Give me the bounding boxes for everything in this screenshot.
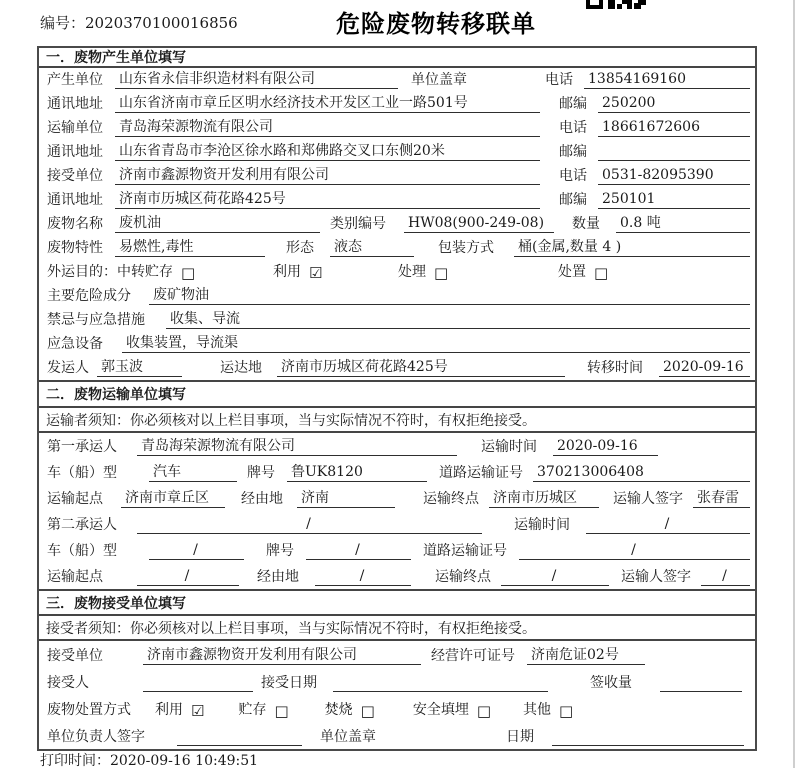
row-receiver-person: [39, 668, 755, 695]
receiver-person-label: 接受人: [47, 675, 89, 691]
print-time: [40, 750, 258, 768]
checkbox-unchecked-icon: □: [476, 702, 492, 720]
purpose-option-treat: 处理 □: [398, 264, 449, 282]
disposal-option-storage: 贮存 □: [238, 702, 289, 720]
plate-label: 牌号: [247, 465, 275, 481]
row-waste-name: [39, 212, 755, 236]
transport-zip-value: [598, 143, 750, 161]
receiver-address-value: 济南市历城区荷花路425号: [115, 191, 540, 209]
equipment-label: 应急设备: [47, 336, 103, 352]
row-emergency-equipment: [39, 332, 755, 356]
row-receiver-address: [39, 188, 755, 212]
receiving-unit-label: 接受单位: [47, 648, 103, 664]
vehicle-type-label: 车（船）型: [47, 543, 117, 559]
phone-label: 电话: [559, 168, 587, 184]
unit-seal-label: 单位盖章: [320, 729, 376, 745]
date-label: 日期: [506, 729, 534, 745]
disposal-option-incinerate: 焚烧 □: [324, 702, 375, 720]
shipper-value: 郭玉波: [97, 359, 182, 377]
origin-label: 运输起点: [47, 569, 103, 585]
row-transport-address: [39, 140, 755, 164]
row-first-carrier: [39, 433, 755, 459]
purpose-label: 外运目的：: [47, 264, 117, 280]
manifest-form: [37, 46, 757, 751]
receiver-zip-value: 250101: [598, 191, 750, 209]
address-label: 通讯地址: [47, 192, 103, 208]
unit-seal-label: 单位盖章: [411, 72, 467, 88]
doc-number-value: 2020370100016856: [85, 14, 238, 32]
plate-2-value: /: [306, 542, 411, 560]
waste-character-label: 废物特性: [47, 240, 103, 256]
road-permit-label: 道路运输证号: [423, 543, 507, 559]
producer-unit-value: 山东省永信非织造材料有限公司: [115, 71, 398, 89]
row-manager-sign: [39, 722, 755, 749]
row-route-1: [39, 485, 755, 511]
page-edge-line: [793, 0, 795, 768]
quantity-value: 0.8 吨: [616, 215, 750, 233]
row-vehicle-1: [39, 459, 755, 485]
manager-sign-value: [177, 728, 302, 746]
via-value: 济南: [297, 490, 395, 508]
section-receiver-title: 三．废物接受单位填写: [39, 591, 755, 616]
vehicle-type-2-value: /: [149, 542, 244, 560]
carrier-sign-label: 运输人签字: [613, 491, 683, 507]
row-route-2: [39, 563, 755, 589]
vehicle-type-label: 车（船）型: [47, 465, 117, 481]
checkbox-unchecked-icon: □: [274, 702, 289, 720]
row-hazard-component: [39, 284, 755, 308]
license-label: 经营许可证号: [431, 648, 515, 664]
date-value: [552, 728, 744, 746]
equipment-value: 收集装置，导流渠: [122, 335, 750, 353]
disposal-option-utilize: 利用 ☑: [155, 702, 205, 720]
destination-value: 济南市历城区荷花路425号: [277, 359, 565, 377]
doc-number: [40, 12, 238, 33]
zip-label: 邮编: [559, 96, 587, 112]
carrier-sign-value: 张春雷: [693, 490, 750, 508]
packing-label: 包装方式: [438, 240, 494, 256]
receive-date-value: [333, 674, 548, 692]
checkbox-unchecked-icon: □: [559, 702, 574, 720]
receive-date-label: 接受日期: [261, 675, 317, 691]
received-amount-label: 签收量: [590, 675, 632, 691]
via-2-value: /: [315, 568, 411, 586]
transport-time-label: 运输时间: [514, 517, 570, 533]
plate-value: 鲁UK8120: [287, 464, 427, 482]
row-receiver-unit: [39, 164, 755, 188]
origin-label: 运输起点: [47, 491, 103, 507]
first-carrier-value: 青岛海荣源物流有限公司: [137, 438, 457, 456]
row-waste-character: [39, 236, 755, 260]
category-value: HW08(900-249-08): [404, 215, 554, 233]
checkbox-unchecked-icon: □: [594, 264, 609, 282]
via-label: 经由地: [241, 491, 283, 507]
producer-phone-value: 13854169160: [584, 71, 750, 89]
zip-label: 邮编: [559, 192, 587, 208]
transport-time-2-value: /: [586, 516, 750, 534]
transport-time-value: 2020-09-16: [553, 438, 658, 456]
disposal-option-other: 其他 □: [523, 702, 574, 720]
zip-label: 邮编: [559, 144, 587, 160]
row-taboo-measures: [39, 308, 755, 332]
transfer-time-value: 2020-09-16: [659, 359, 750, 377]
row-disposal-method: [39, 695, 755, 722]
section-receiver: [39, 589, 755, 749]
road-permit-2-value: /: [519, 542, 750, 560]
packing-value: 桶(金属,数量 4 ): [514, 239, 750, 257]
row-shipper: [39, 356, 755, 380]
via-label: 经由地: [257, 569, 299, 585]
transport-address-value: 山东省青岛市李沧区徐水路和郑佛路交叉口东侧20米: [115, 143, 540, 161]
row-transfer-purpose: [39, 260, 755, 284]
end-value: 济南市历城区: [489, 490, 599, 508]
receiver-notice: 接受者须知：你必须核对以上栏目事项，当与实际情况不符时，有权拒绝接受。: [39, 616, 755, 641]
transport-unit-value: 青岛海荣源物流有限公司: [115, 119, 540, 137]
producer-unit-label: 产生单位: [47, 72, 103, 88]
end-2-value: /: [501, 568, 609, 586]
receiver-unit-label: 接受单位: [47, 168, 103, 184]
waste-name-label: 废物名称: [47, 216, 103, 232]
carrier-sign-label: 运输人签字: [621, 569, 691, 585]
end-label: 运输终点: [435, 569, 491, 585]
purpose-option-dispose: 处置 □: [558, 264, 609, 282]
row-producer-address: [39, 92, 755, 116]
receiver-unit-value: 济南市鑫源物资开发利用有限公司: [115, 167, 540, 185]
transfer-time-label: 转移时间: [587, 360, 643, 376]
transport-unit-label: 运输单位: [47, 120, 103, 136]
producer-address-value: 山东省济南市章丘区明水经济技术开发区工业一路501号: [115, 95, 540, 113]
checkbox-unchecked-icon: □: [360, 702, 375, 720]
vehicle-type-value: 汽车: [149, 464, 237, 482]
road-permit-label: 道路运输证号: [439, 465, 523, 481]
first-carrier-label: 第一承运人: [47, 439, 117, 455]
receiver-phone-value: 0531-82095390: [598, 167, 750, 185]
producer-zip-value: 250200: [598, 95, 750, 113]
receiver-person-value: [143, 674, 253, 692]
second-carrier-label: 第二承运人: [47, 517, 117, 533]
end-label: 运输终点: [423, 491, 479, 507]
receiving-unit-value: 济南市鑫源物资开发利用有限公司: [143, 647, 421, 665]
print-time-value: 2020-09-16 10:49:51: [110, 753, 259, 768]
print-time-label: 打印时间：: [40, 753, 110, 768]
transport-phone-value: 18661672606: [598, 119, 750, 137]
checkbox-unchecked-icon: □: [434, 264, 449, 282]
license-value: 济南危证02号: [527, 647, 645, 665]
disposal-option-landfill: 安全填埋 □: [412, 702, 492, 720]
origin-2-value: /: [137, 568, 239, 586]
page-title: 危险废物转移联单: [336, 10, 536, 38]
checkbox-checked-icon: ☑: [191, 702, 205, 720]
row-second-carrier: [39, 511, 755, 537]
shipper-label: 发运人: [47, 360, 89, 376]
address-label: 通讯地址: [47, 144, 103, 160]
origin-value: 济南市章丘区: [121, 490, 225, 508]
doc-number-label: 编号：: [40, 14, 86, 32]
waste-name-value: 废机油: [115, 215, 320, 233]
form-label: 形态: [286, 240, 314, 256]
received-amount-value: [660, 674, 742, 692]
qr-code-fragment: [586, 0, 646, 9]
row-transport-unit: [39, 116, 755, 140]
phone-label: 电话: [545, 72, 573, 88]
hazard-label: 主要危险成分: [47, 288, 131, 304]
destination-label: 运达地: [220, 360, 262, 376]
road-permit-value: 370213006408: [533, 464, 750, 482]
section-producer-title: 一．废物产生单位填写: [39, 48, 755, 68]
form-value: 液态: [330, 239, 414, 257]
carrier-sign-2-value: /: [701, 568, 750, 586]
purpose-option-transit-storage: 中转贮存 □: [117, 264, 196, 282]
transport-time-label: 运输时间: [481, 439, 537, 455]
row-producer-unit: [39, 68, 755, 92]
phone-label: 电话: [559, 120, 587, 136]
manager-sign-label: 单位负责人签字: [47, 729, 145, 745]
disposal-method-label: 废物处置方式: [47, 702, 131, 718]
taboo-label: 禁忌与应急措施: [47, 312, 145, 328]
section-transporter-title: 二．废物运输单位填写: [39, 382, 755, 408]
transporter-notice: 运输者须知：你必须核对以上栏目事项，当与实际情况不符时，有权拒绝接受。: [39, 408, 755, 433]
row-vehicle-2: [39, 537, 755, 563]
checkbox-unchecked-icon: □: [181, 264, 196, 282]
section-transporter: [39, 380, 755, 589]
row-receiving-unit: [39, 641, 755, 668]
category-label: 类别编号: [330, 216, 386, 232]
waste-character-value: 易燃性,毒性: [115, 239, 265, 257]
purpose-option-utilize: 利用 ☑: [273, 264, 323, 282]
taboo-value: 收集、导流: [166, 311, 750, 329]
section-producer: [39, 48, 755, 380]
plate-label: 牌号: [266, 543, 294, 559]
second-carrier-value: /: [137, 516, 482, 534]
address-label: 通讯地址: [47, 96, 103, 112]
checkbox-checked-icon: ☑: [309, 264, 323, 282]
quantity-label: 数量: [572, 216, 600, 232]
hazard-value: 废矿物油: [149, 287, 750, 305]
